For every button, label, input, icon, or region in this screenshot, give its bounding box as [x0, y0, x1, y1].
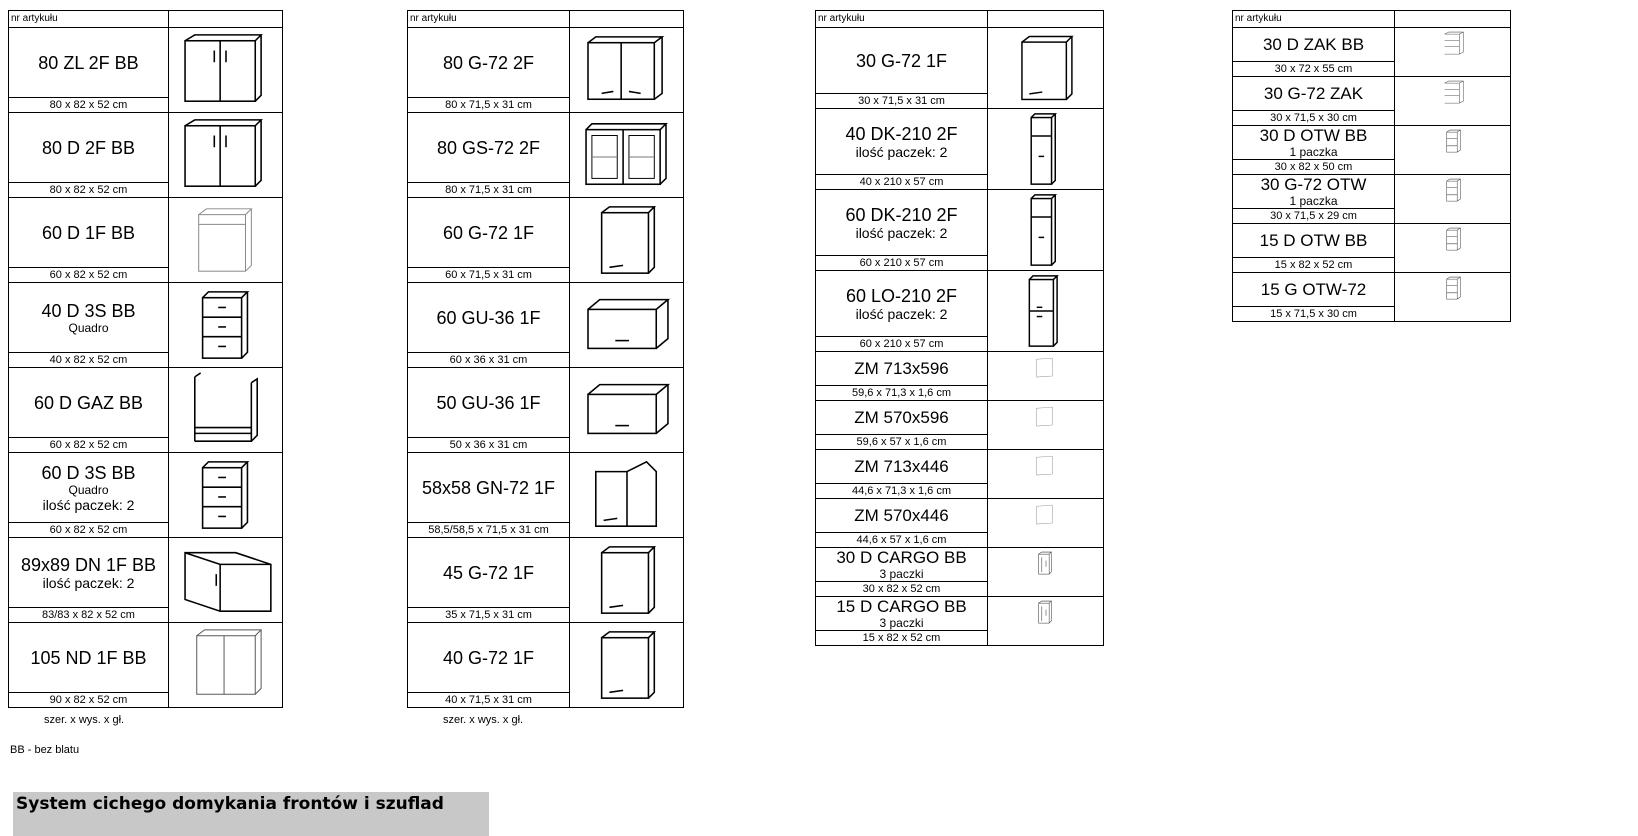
- product-dimensions: 90 x 82 x 52 cm: [9, 693, 169, 708]
- product-name-cell: [9, 623, 169, 693]
- product-code: ZM 713x446: [854, 456, 949, 476]
- header-empty-cell: [570, 11, 684, 28]
- product-code: 60 G-72 1F: [442, 222, 535, 243]
- product-name-cell: [816, 499, 988, 533]
- product-table: [815, 10, 1104, 646]
- tall-fridge-icon: [988, 274, 1103, 348]
- product-dimensions: 15 x 82 x 52 cm: [1233, 258, 1395, 273]
- cargo-icon: [988, 551, 1103, 593]
- product-name-cell: [816, 548, 988, 582]
- product-name-cell: [408, 28, 570, 98]
- product-name-cell: [9, 283, 169, 353]
- product-image-cell: [988, 450, 1104, 499]
- product-name-cell: [9, 453, 169, 523]
- product-image-cell: [988, 499, 1104, 548]
- product-subtitle: 1 paczka: [1289, 144, 1338, 159]
- product-subtitle: Quadro: [68, 320, 109, 335]
- product-code: ZM 570x596: [854, 407, 949, 427]
- product-code: 80 GS-72 2F: [436, 137, 541, 158]
- product-image-cell: [1395, 224, 1511, 273]
- product-row: [1233, 175, 1511, 209]
- panel-icon: [988, 502, 1103, 544]
- product-row: [1233, 28, 1511, 62]
- product-image-cell: [570, 113, 684, 198]
- product-image-cell: [169, 283, 283, 368]
- product-image-cell: [570, 28, 684, 113]
- wall-1-door-icon: [570, 201, 683, 279]
- wall-narrow-icon: [988, 31, 1103, 105]
- product-dimensions: 15 x 82 x 52 cm: [816, 631, 988, 646]
- product-image-cell: [988, 597, 1104, 646]
- wall-corner-icon: [570, 456, 683, 534]
- product-image-cell: [169, 28, 283, 113]
- header-label: nr artykułu: [816, 11, 988, 28]
- product-dimensions: 80 x 71,5 x 31 cm: [408, 183, 570, 198]
- product-row: [816, 271, 1104, 337]
- base-3-drawer-icon: [169, 286, 282, 364]
- product-dimensions: 30 x 71,5 x 29 cm: [1233, 209, 1395, 224]
- header-empty-cell: [169, 11, 283, 28]
- product-image-cell: [1395, 175, 1511, 224]
- panel-icon: [988, 404, 1103, 446]
- product-name-cell: [1233, 175, 1395, 209]
- product-row: [408, 368, 684, 438]
- product-code: 58x58 GN-72 1F: [421, 477, 556, 498]
- header-row: [9, 11, 283, 28]
- product-row: [816, 109, 1104, 175]
- product-dimensions: 15 x 71,5 x 30 cm: [1233, 307, 1395, 322]
- product-image-cell: [988, 548, 1104, 597]
- product-row: [9, 28, 283, 98]
- package-count: ilość paczek: 2: [855, 143, 948, 160]
- product-row: [9, 623, 283, 693]
- product-image-cell: [988, 109, 1104, 190]
- product-row: [408, 113, 684, 183]
- product-dimensions: 35 x 71,5 x 31 cm: [408, 608, 570, 623]
- product-code: 80 G-72 2F: [442, 52, 535, 73]
- product-row: [816, 352, 1104, 386]
- product-name-cell: [9, 368, 169, 438]
- product-dimensions: 30 x 82 x 50 cm: [1233, 160, 1395, 175]
- product-code: ZM 570x446: [854, 505, 949, 525]
- product-code: 15 G OTW-72: [1260, 279, 1367, 299]
- tall-cabinet-icon: [988, 193, 1103, 267]
- product-name-cell: [1233, 273, 1395, 307]
- product-dimensions: 80 x 82 x 52 cm: [9, 98, 169, 113]
- product-name-cell: [408, 623, 570, 693]
- package-count: ilość paczek: 2: [855, 224, 948, 241]
- product-row: [1233, 126, 1511, 160]
- product-name-cell: [816, 271, 988, 337]
- product-image-cell: [169, 368, 283, 453]
- product-dimensions: 30 x 71,5 x 30 cm: [1233, 111, 1395, 126]
- product-code: 80 D 2F BB: [41, 137, 136, 158]
- wall-flap-icon: [570, 286, 683, 364]
- product-name-cell: [408, 368, 570, 438]
- product-code: 30 G-72 ZAK: [1263, 83, 1364, 103]
- dimension-legend: szer. x wys. x gł.: [44, 714, 125, 726]
- product-code: ZM 713x596: [854, 358, 949, 378]
- product-name-cell: [408, 113, 570, 183]
- product-name-cell: [816, 450, 988, 484]
- product-image-cell: [169, 198, 283, 283]
- package-count: ilość paczek: 2: [42, 496, 135, 513]
- product-code: 40 DK-210 2F: [845, 123, 958, 144]
- product-dimensions: 60 x 210 x 57 cm: [816, 256, 988, 271]
- product-dimensions: 60 x 82 x 52 cm: [9, 523, 169, 538]
- product-row: [9, 453, 283, 523]
- product-name-cell: [9, 113, 169, 183]
- open-shelf-icon: [1395, 276, 1510, 318]
- product-image-cell: [988, 271, 1104, 352]
- product-image-cell: [169, 113, 283, 198]
- product-name-cell: [1233, 77, 1395, 111]
- product-image-cell: [169, 623, 283, 708]
- product-row: [9, 283, 283, 353]
- product-name-cell: [1233, 28, 1395, 62]
- wall-1-door-icon: [570, 626, 683, 704]
- product-code: 30 D CARGO BB: [836, 547, 967, 567]
- package-count: ilość paczek: 2: [855, 305, 948, 322]
- open-shelf-icon: [1395, 178, 1510, 220]
- product-subtitle: 1 paczka: [1289, 193, 1338, 208]
- product-code: 40 G-72 1F: [442, 647, 535, 668]
- product-name-cell: [816, 352, 988, 386]
- end-shelf-icon: [1395, 31, 1510, 73]
- product-row: [816, 28, 1104, 94]
- base-3-drawer-icon: [169, 456, 282, 534]
- product-image-cell: [570, 453, 684, 538]
- product-code: 45 G-72 1F: [442, 562, 535, 583]
- product-row: [9, 113, 283, 183]
- product-row: [9, 198, 283, 268]
- product-row: [408, 198, 684, 268]
- header-label: nr artykułu: [1233, 11, 1395, 28]
- package-count: ilość paczek: 2: [42, 574, 135, 591]
- product-subtitle: 3 paczki: [879, 566, 924, 581]
- product-image-cell: [570, 538, 684, 623]
- cargo-icon: [988, 600, 1103, 642]
- product-code: 60 D GAZ BB: [33, 392, 144, 413]
- product-code: 40 D 3S BB: [41, 300, 136, 321]
- product-code: 60 LO-210 2F: [845, 285, 958, 306]
- product-dimensions: 44,6 x 71,3 x 1,6 cm: [816, 484, 988, 499]
- product-image-cell: [570, 623, 684, 708]
- product-name-cell: [1233, 224, 1395, 258]
- product-image-cell: [1395, 273, 1511, 322]
- product-dimensions: 83/83 x 82 x 52 cm: [9, 608, 169, 623]
- product-dimensions: 50 x 36 x 31 cm: [408, 438, 570, 453]
- product-row: [9, 368, 283, 438]
- product-dimensions: 58,5/58,5 x 71,5 x 31 cm: [408, 523, 570, 538]
- product-dimensions: 59,6 x 71,3 x 1,6 cm: [816, 386, 988, 401]
- product-name-cell: [816, 28, 988, 94]
- product-row: [1233, 77, 1511, 111]
- product-name-cell: [408, 283, 570, 353]
- product-row: [816, 597, 1104, 631]
- header-row: [816, 11, 1104, 28]
- end-shelf-icon: [1395, 80, 1510, 122]
- header-empty-cell: [1395, 11, 1511, 28]
- product-name-cell: [816, 597, 988, 631]
- product-code: 15 D OTW BB: [1259, 230, 1368, 250]
- header-empty-cell: [988, 11, 1104, 28]
- product-image-cell: [1395, 28, 1511, 77]
- product-dimensions: 30 x 82 x 52 cm: [816, 582, 988, 597]
- product-image-cell: [988, 352, 1104, 401]
- product-row: [816, 548, 1104, 582]
- product-image-cell: [570, 368, 684, 453]
- product-subtitle: Quadro: [68, 482, 109, 497]
- product-name-cell: [408, 198, 570, 268]
- product-dimensions: 40 x 82 x 52 cm: [9, 353, 169, 368]
- product-code: 50 GU-36 1F: [436, 392, 541, 413]
- product-name-cell: [1233, 126, 1395, 160]
- product-name-cell: [9, 28, 169, 98]
- product-row: [408, 453, 684, 523]
- product-row: [408, 623, 684, 693]
- product-name-cell: [408, 538, 570, 608]
- product-code: 30 G-72 1F: [855, 50, 948, 71]
- product-dimensions: 80 x 82 x 52 cm: [9, 183, 169, 198]
- product-dimensions: 40 x 210 x 57 cm: [816, 175, 988, 190]
- product-dimensions: 60 x 82 x 52 cm: [9, 268, 169, 283]
- product-image-cell: [169, 538, 283, 623]
- product-row: [408, 538, 684, 608]
- product-row: [816, 190, 1104, 256]
- product-table: [407, 10, 684, 708]
- product-code: 60 D 1F BB: [41, 222, 136, 243]
- product-name-cell: [9, 198, 169, 268]
- product-image-cell: [169, 453, 283, 538]
- product-image-cell: [988, 190, 1104, 271]
- product-name-cell: [816, 401, 988, 435]
- open-shelf-icon: [1395, 129, 1510, 171]
- header-label: nr artykułu: [9, 11, 169, 28]
- product-code: 60 DK-210 2F: [845, 204, 958, 225]
- panel-icon: [988, 355, 1103, 397]
- product-image-cell: [988, 401, 1104, 450]
- product-code: 60 GU-36 1F: [436, 307, 541, 328]
- product-dimensions: 60 x 210 x 57 cm: [816, 337, 988, 352]
- product-name-cell: [9, 538, 169, 608]
- product-table: [8, 10, 283, 708]
- product-subtitle: 3 paczki: [879, 615, 924, 630]
- product-dimensions: 60 x 36 x 31 cm: [408, 353, 570, 368]
- product-table: [1232, 10, 1511, 322]
- product-name-cell: [408, 453, 570, 523]
- wall-flap-icon: [570, 371, 683, 449]
- product-row: [1233, 273, 1511, 307]
- product-row: [816, 499, 1104, 533]
- product-code: 30 D ZAK BB: [1262, 34, 1365, 54]
- product-row: [816, 450, 1104, 484]
- wall-2-door-icon: [570, 31, 683, 109]
- corner-base-icon: [169, 541, 282, 619]
- product-row: [1233, 224, 1511, 258]
- product-dimensions: 44,6 x 57 x 1,6 cm: [816, 533, 988, 548]
- product-code: 80 ZL 2F BB: [38, 52, 139, 73]
- product-dimensions: 60 x 71,5 x 31 cm: [408, 268, 570, 283]
- legend-note: BB - bez blatu: [10, 744, 80, 756]
- product-dimensions: 60 x 82 x 52 cm: [9, 438, 169, 453]
- open-shelf-icon: [1395, 227, 1510, 269]
- product-image-cell: [1395, 126, 1511, 175]
- product-code: 105 ND 1F BB: [30, 647, 147, 668]
- product-dimensions: 40 x 71,5 x 31 cm: [408, 693, 570, 708]
- product-image-cell: [988, 28, 1104, 109]
- panel-icon: [988, 453, 1103, 495]
- product-row: [408, 283, 684, 353]
- header-row: [1233, 11, 1511, 28]
- product-dimensions: 30 x 72 x 55 cm: [1233, 62, 1395, 77]
- product-code: 60 D 3S BB: [41, 462, 136, 483]
- corner-base-blind-icon: [169, 626, 282, 704]
- base-2-door-icon: [169, 116, 282, 194]
- tall-cabinet-icon: [988, 112, 1103, 186]
- product-dimensions: 59,6 x 57 x 1,6 cm: [816, 435, 988, 450]
- product-code: 30 G-72 OTW: [1260, 174, 1367, 194]
- product-dimensions: 30 x 71,5 x 31 cm: [816, 94, 988, 109]
- product-code: 89x89 DN 1F BB: [20, 554, 157, 575]
- banner: System cichego domykania frontów i szuflad: [13, 792, 489, 836]
- sink-base-2-door-icon: [169, 31, 282, 109]
- product-row: [408, 28, 684, 98]
- product-name-cell: [816, 190, 988, 256]
- product-row: [816, 401, 1104, 435]
- product-dimensions: 80 x 71,5 x 31 cm: [408, 98, 570, 113]
- product-code: 30 D OTW BB: [1259, 125, 1368, 145]
- header-row: [408, 11, 684, 28]
- product-image-cell: [570, 283, 684, 368]
- dimension-legend: szer. x wys. x gł.: [443, 714, 524, 726]
- base-1-door-drawer-icon: [169, 201, 282, 279]
- product-code: 15 D CARGO BB: [836, 596, 967, 616]
- product-row: [9, 538, 283, 608]
- wall-1-door-icon: [570, 541, 683, 619]
- oven-housing-icon: [169, 371, 282, 449]
- product-image-cell: [570, 198, 684, 283]
- wall-glass-icon: [570, 116, 683, 194]
- header-label: nr artykułu: [408, 11, 570, 28]
- product-name-cell: [816, 109, 988, 175]
- product-image-cell: [1395, 77, 1511, 126]
